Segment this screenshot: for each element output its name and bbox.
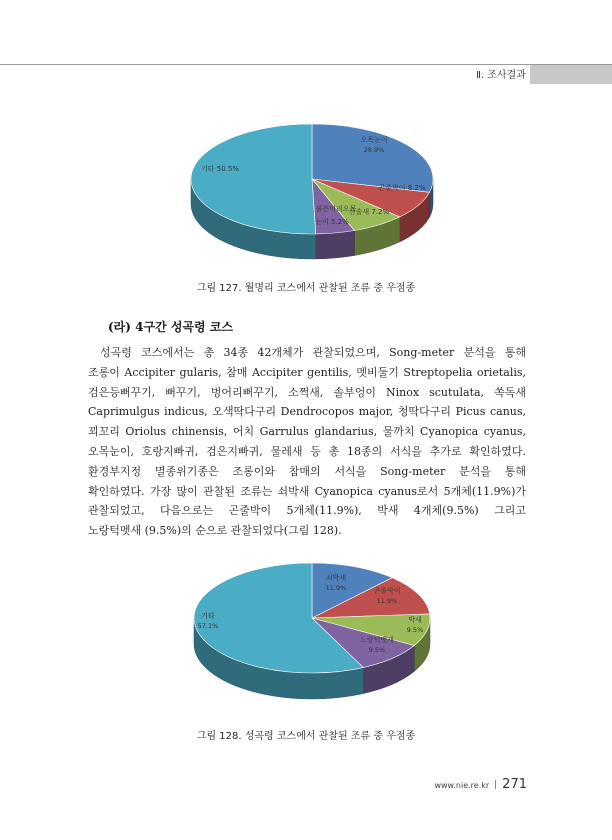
pie128-label-0: 쇠박새: [325, 574, 347, 582]
para-line: 환경부지정 멸종위기종은 조롱이와 참매의 서식을 Song-meter 분석을 통해: [88, 464, 526, 478]
footer-divider: [495, 780, 496, 789]
para-line: 관찰되었고, 다음으로는 곤줄박이 5개체(11.9%), 박새 4개체(9.5%) 그리고: [88, 504, 526, 518]
pie127-side-3: [316, 231, 355, 259]
page-footer: [434, 773, 527, 792]
pie128-value-2: 9.5%: [406, 626, 424, 634]
header-section-label: Ⅱ. 조사결과: [476, 70, 526, 81]
pie127-label-3-line2: 눈이 5.2%: [315, 218, 349, 226]
para-line: 확인하였다. 가장 많이 관찰된 조류는 쇠박새 Cyanopica cyanus로서 5개체(11.9%)가: [88, 484, 526, 498]
para-line: 오목눈이, 호랑지빠귀, 검은지빠귀, 물레새 등 총 18종의 서식을 추가로 확인하였다.: [88, 444, 526, 458]
para-line: 노랑턱멧새 (9.5%)의 순으로 관찰되었다(그림 128).: [88, 524, 342, 538]
header-tab-bar: [530, 65, 612, 84]
section-title: (라) 4구간 성곡령 코스: [108, 320, 233, 334]
pie128-value-1: 11.9%: [376, 597, 398, 605]
pie127-label-1: 곤줄박이 8.2%: [378, 184, 426, 192]
para-line: 검은등뻐꾸기, 뻐꾸기, 벙어리뻐꾸기, 소쩍새, 솔부엉이 Ninox scutulata, 쏙독새: [88, 385, 526, 399]
figure-128-caption: 그림 128. 성곡령 코스에서 관찰된 조류 중 우점종: [196, 731, 416, 742]
pie128-label-1: 곤줄박이: [373, 587, 401, 595]
pie127-label-4: 기타 50.5%: [201, 165, 239, 173]
para-line: 조롱이 Accipiter gularis, 참매 Accipiter gentilis, 멧비둘기 Streptopelia orietalis,: [88, 365, 526, 379]
figure-127-caption: 그림 127. 월명리 코스에서 관찰된 조류 중 우점종: [196, 283, 416, 294]
footer-url: www.nie.re.kr: [434, 781, 490, 790]
pie127-value-0: 28.9%: [363, 146, 385, 154]
para-line: 꾀꼬리 Oriolus chinensis, 어치 Garrulus glandarius, 물까치 Cyanopica cyanus,: [88, 425, 526, 439]
para-line: Caprimulgus indicus, 오색딱다구리 Dendrocopos major, 청딱다구리 Picus canus,: [88, 405, 526, 419]
para-line: 성곡령 코스에서는 총 34종 42개체가 관찰되었으며, Song-meter 분석을 통해: [100, 346, 526, 359]
pie127-label-0: 오목눈이: [360, 136, 388, 144]
pie128-label-2: 박새: [408, 616, 422, 624]
body-paragraph: [88, 343, 526, 541]
pie-chart-seonggok: [0, 558, 612, 708]
page-number: 271: [502, 777, 527, 792]
pie128-value-4: 57.1%: [197, 622, 219, 630]
pie128-value-0: 11.9%: [325, 584, 347, 592]
pie127-label-3: 붉은머리오목: [315, 205, 357, 213]
pie128-value-3: 9.5%: [368, 646, 386, 654]
pie128-label-3: 노랑턱멧새: [360, 636, 394, 644]
header-rule: [0, 64, 612, 65]
pie127-label-2: 산솔새 7.2%: [348, 208, 390, 216]
pie128-label-4: 기타: [201, 612, 215, 620]
pie-chart-wolmyeong: [0, 110, 612, 270]
